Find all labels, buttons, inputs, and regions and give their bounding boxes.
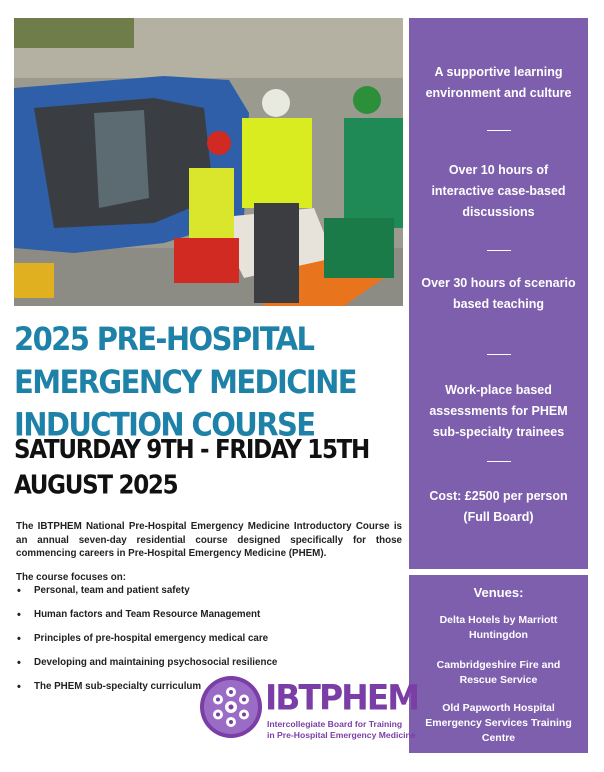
features-panel — [409, 18, 588, 569]
logo-name: IBTPHEM — [265, 676, 419, 718]
venues-panel — [409, 575, 588, 753]
divider — [487, 130, 511, 131]
ibtphem-logo — [199, 675, 419, 755]
focus-heading: The course focuses on: — [16, 572, 126, 583]
course-title-line: EMERGENCY MEDICINE — [14, 363, 356, 401]
list-item: • The PHEM sub-specialty curriculum — [16, 681, 316, 705]
logo-subtitle-line: in Pre-Hospital Emergency Medicine — [267, 730, 416, 740]
rescue-scene-illustration — [14, 18, 403, 306]
logo-subtitle-line: Intercollegiate Board for Training — [267, 719, 403, 729]
course-title-line: 2025 PRE-HOSPITAL — [14, 320, 314, 358]
list-item: • Principles of pre-hospital emergency medical care — [16, 633, 316, 657]
divider — [487, 461, 511, 462]
course-title-line: INDUCTION COURSE — [14, 406, 315, 444]
venue-old-papworth: Old Papworth Hospital Emergency Services Training Centre — [425, 702, 572, 744]
feature-case-discussions: Over 10 hours of interactive case-based discussions — [431, 163, 566, 219]
course-dates-line: SATURDAY 9TH - FRIDAY 15TH — [14, 435, 369, 465]
feature-cost: Cost: £2500 per person (Full Board) — [429, 489, 568, 524]
list-item: • Personal, team and patient safety — [16, 585, 316, 609]
course-title — [14, 318, 404, 447]
hero-photo — [14, 18, 403, 306]
feature-scenario-teaching: Over 30 hours of scenario based teaching — [421, 276, 576, 311]
course-dates-line: AUGUST 2025 — [14, 471, 178, 501]
venue-cambridgeshire-fire: Cambridgeshire Fire and Rescue Service — [436, 659, 561, 686]
course-dates — [14, 432, 404, 504]
list-item: • Developing and maintaining psychosocial resilience — [16, 657, 316, 681]
divider — [487, 354, 511, 355]
logo-emblem-icon — [199, 675, 263, 739]
divider — [487, 250, 511, 251]
venue-delta-hotels: Delta Hotels by Marriott Huntingdon — [439, 614, 558, 641]
course-intro: The IBTPHEM National Pre-Hospital Emergency Medicine Introductory Course is an annual seven-day residential course designed specifically for those commencing careers in Pre-Hospital Emergency Medicine (PHEM). — [16, 521, 402, 559]
logo-subtitle — [267, 719, 416, 741]
venues-heading: Venues: — [473, 585, 524, 600]
feature-supportive-learning: A supportive learning environment and culture — [425, 65, 572, 100]
feature-work-place-assessments: Work-place based assessments for PHEM sub-specialty trainees — [429, 383, 568, 439]
list-item: • Human factors and Team Resource Management — [16, 609, 316, 633]
